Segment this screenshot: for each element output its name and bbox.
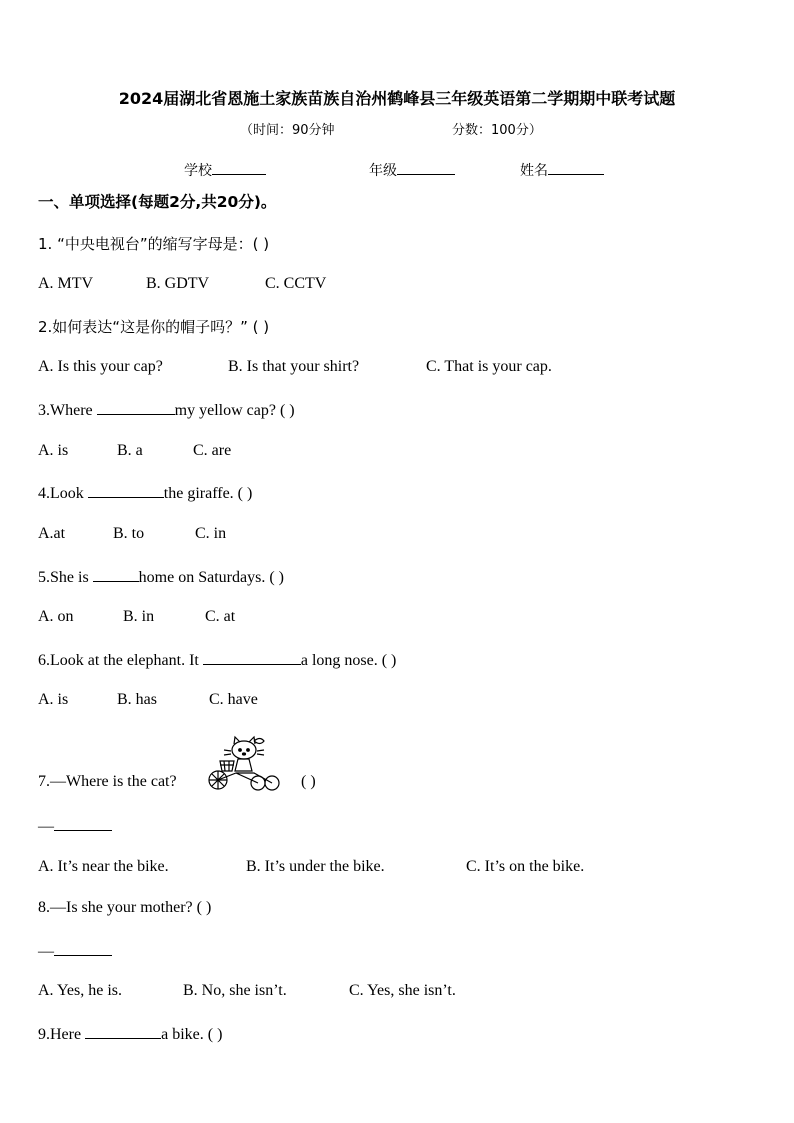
exam-time: （时间：90分钟: [240, 123, 335, 138]
question-4-stem: 4.Look the giraffe. ( ): [38, 485, 253, 502]
q6-option-a[interactable]: A. is: [38, 691, 69, 708]
question-7-paren: ( ): [301, 773, 316, 790]
q3-answer-blank[interactable]: [97, 400, 175, 415]
q8-option-b[interactable]: B. No, she isn’t.: [183, 982, 287, 999]
question-2-stem: 2.如何表达“这是你的帽子吗？” ( ): [38, 318, 270, 336]
q7-option-a[interactable]: A. It’s near the bike.: [38, 858, 169, 875]
question-8-stem: 8.—Is she your mother? ( ): [38, 899, 212, 916]
q1-option-b[interactable]: B. GDTV: [146, 275, 210, 292]
school-field: [184, 160, 266, 180]
q8-option-c[interactable]: C. Yes, she isn’t.: [349, 982, 456, 999]
q4-option-c[interactable]: C. in: [195, 525, 227, 542]
q1-option-c[interactable]: C. CCTV: [265, 275, 327, 292]
q1-option-a[interactable]: A. MTV: [38, 275, 94, 292]
question-3-stem: 3.Where my yellow cap? ( ): [38, 402, 295, 419]
school-label: 学校: [184, 163, 212, 179]
q5-answer-blank[interactable]: [93, 567, 139, 582]
question-1-stem: 1. “中央电视台”的缩写字母是：( ): [38, 235, 270, 253]
school-blank[interactable]: [212, 160, 266, 175]
q4-option-b[interactable]: B. to: [113, 525, 145, 542]
q7-option-b[interactable]: B. It’s under the bike.: [246, 858, 385, 875]
exam-title: 2024届湖北省恩施土家族苗族自治州鹤峰县三年级英语第二学期期中联考试题: [118, 89, 676, 108]
q3-option-c[interactable]: C. are: [193, 442, 232, 459]
question-7-stem: 7.—Where is the cat?: [38, 773, 177, 790]
q5-option-b[interactable]: B. in: [123, 608, 155, 625]
section-heading: 一、单项选择(每题2分,共20分)。: [38, 193, 277, 211]
q8-option-a[interactable]: A. Yes, he is.: [38, 982, 123, 999]
q7-option-c[interactable]: C. It’s on the bike.: [466, 858, 585, 875]
name-field: [520, 160, 604, 180]
q8-answer-blank[interactable]: [54, 941, 112, 956]
name-blank[interactable]: [548, 160, 604, 175]
q7-answer-blank[interactable]: [54, 816, 112, 831]
q4-option-a[interactable]: A.at: [38, 525, 66, 542]
q5-option-a[interactable]: A. on: [38, 608, 74, 625]
q4-answer-blank[interactable]: [88, 483, 164, 498]
grade-label: 年级: [369, 163, 397, 179]
q3-option-b[interactable]: B. a: [117, 442, 143, 459]
q7-answer-line: —: [38, 816, 112, 836]
exam-score: 分数：100分）: [452, 123, 542, 138]
q2-option-b[interactable]: B. Is that your shirt?: [228, 358, 360, 375]
question-5-stem: 5.She is home on Saturdays. ( ): [38, 569, 284, 586]
q5-option-c[interactable]: C. at: [205, 608, 236, 625]
name-label: 姓名: [520, 163, 548, 179]
q3-option-a[interactable]: A. is: [38, 442, 69, 459]
cat-on-bike-icon: [206, 735, 282, 791]
question-6-stem: 6.Look at the elephant. It a long nose. ( ): [38, 652, 397, 669]
q9-answer-blank[interactable]: [85, 1024, 161, 1039]
q6-option-b[interactable]: B. has: [117, 691, 157, 708]
q6-option-c[interactable]: C. have: [209, 691, 258, 708]
grade-field: [369, 160, 455, 180]
question-9-stem: 9.Here a bike. ( ): [38, 1026, 223, 1043]
q2-option-a[interactable]: A. Is this your cap?: [38, 358, 163, 375]
grade-blank[interactable]: [397, 160, 455, 175]
q6-answer-blank[interactable]: [203, 650, 301, 665]
q8-answer-line: —: [38, 941, 112, 961]
q2-option-c[interactable]: C. That is your cap.: [426, 358, 552, 375]
